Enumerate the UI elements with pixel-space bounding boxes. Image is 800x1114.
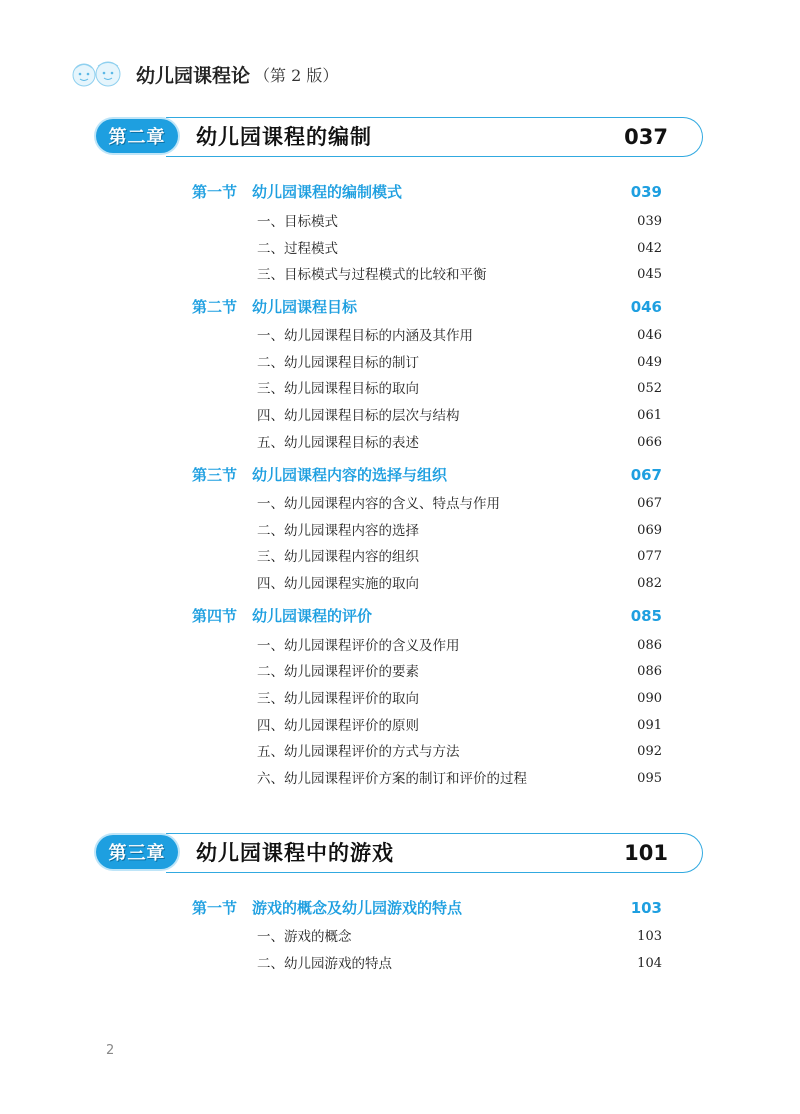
toc-item[interactable]: [257, 405, 662, 427]
section-page: 067: [630, 466, 662, 484]
section-page: 039: [630, 183, 662, 201]
chapter-heading[interactable]: [96, 117, 704, 157]
item-title: 一、游戏的概念: [257, 929, 352, 945]
toc-item[interactable]: [257, 211, 662, 233]
item-title: 三、幼儿园课程目标的取向: [257, 381, 419, 397]
section-title: 幼儿园课程目标: [252, 298, 358, 316]
toc-section[interactable]: [192, 604, 662, 628]
toc-item[interactable]: [257, 432, 662, 454]
item-page: 045: [637, 267, 662, 282]
toc-item[interactable]: [257, 768, 662, 790]
toc-item[interactable]: [257, 715, 662, 737]
book-title: 幼儿园课程论: [136, 64, 251, 87]
toc-section[interactable]: [192, 463, 662, 487]
section-page: 103: [630, 899, 662, 917]
book-edition: （第 2 版）: [254, 65, 339, 85]
children-faces-icon: [70, 59, 124, 89]
toc-section[interactable]: [192, 180, 662, 204]
item-page: 069: [637, 523, 662, 538]
item-page: 042: [637, 241, 662, 256]
item-title: 一、幼儿园课程内容的含义、特点与作用: [257, 496, 500, 512]
chapter-page: 101: [624, 841, 668, 865]
section-page: 046: [630, 298, 662, 316]
chapter-label: 第二章: [108, 127, 166, 148]
toc-item[interactable]: [257, 546, 662, 568]
item-page: 104: [637, 956, 662, 971]
toc-item[interactable]: [257, 635, 662, 657]
item-page: 086: [637, 664, 662, 679]
chapter-label: 第三章: [108, 843, 166, 864]
item-title: 四、幼儿园课程目标的层次与结构: [257, 408, 460, 424]
item-page: 067: [637, 496, 662, 511]
item-title: 二、过程模式: [257, 241, 338, 257]
item-page: 090: [637, 691, 662, 706]
item-page: 095: [637, 771, 662, 786]
item-page: 061: [637, 408, 662, 423]
section-label: 第二节: [192, 298, 238, 316]
item-title: 二、幼儿园课程评价的要素: [257, 664, 419, 680]
toc-item[interactable]: [257, 238, 662, 260]
item-title: 五、幼儿园课程目标的表述: [257, 435, 419, 451]
chapter-page: 037: [624, 125, 668, 149]
item-title: 六、幼儿园课程评价方案的制订和评价的过程: [257, 771, 527, 787]
item-title: 二、幼儿园游戏的特点: [257, 956, 392, 972]
toc-item[interactable]: [257, 520, 662, 542]
page-number: 2: [106, 1043, 115, 1058]
section-title: 游戏的概念及幼儿园游戏的特点: [252, 899, 463, 917]
toc-item[interactable]: [257, 926, 662, 948]
item-title: 二、幼儿园课程目标的制订: [257, 355, 419, 371]
toc-item[interactable]: [257, 264, 662, 286]
item-page: 046: [637, 328, 662, 343]
chapter-tab: [96, 835, 178, 869]
item-page: 082: [637, 576, 662, 591]
section-label: 第一节: [192, 183, 238, 201]
chapter-title: 幼儿园课程的编制: [196, 125, 372, 149]
item-page: 049: [637, 355, 662, 370]
section-label: 第三节: [192, 466, 238, 484]
item-page: 052: [637, 381, 662, 396]
toc-item[interactable]: [257, 661, 662, 683]
item-page: 086: [637, 638, 662, 653]
chapter-title: 幼儿园课程中的游戏: [196, 841, 394, 865]
toc-item[interactable]: [257, 325, 662, 347]
toc-section[interactable]: [192, 896, 662, 920]
item-title: 二、幼儿园课程内容的选择: [257, 523, 419, 539]
toc-section[interactable]: [192, 295, 662, 319]
running-header: [70, 58, 338, 90]
item-title: 一、幼儿园课程评价的含义及作用: [257, 638, 460, 654]
toc-item[interactable]: [257, 953, 662, 975]
item-title: 四、幼儿园课程实施的取向: [257, 576, 419, 592]
toc-item[interactable]: [257, 493, 662, 515]
section-label: 第四节: [192, 607, 238, 625]
toc-item[interactable]: [257, 352, 662, 374]
item-page: 091: [637, 718, 662, 733]
section-title: 幼儿园课程的编制模式: [252, 183, 403, 201]
item-title: 一、幼儿园课程目标的内涵及其作用: [257, 328, 473, 344]
item-page: 103: [637, 929, 662, 944]
item-page: 092: [637, 744, 662, 759]
item-title: 三、幼儿园课程评价的取向: [257, 691, 419, 707]
item-page: 077: [637, 549, 662, 564]
item-title: 三、目标模式与过程模式的比较和平衡: [257, 267, 487, 283]
section-title: 幼儿园课程内容的选择与组织: [252, 466, 448, 484]
section-title: 幼儿园课程的评价: [252, 607, 373, 625]
item-title: 五、幼儿园课程评价的方式与方法: [257, 744, 460, 760]
item-page: 039: [637, 214, 662, 229]
toc-item[interactable]: [257, 741, 662, 763]
toc-item[interactable]: [257, 378, 662, 400]
chapter-heading[interactable]: [96, 833, 704, 873]
toc-item[interactable]: [257, 688, 662, 710]
toc-item[interactable]: [257, 573, 662, 595]
chapter-tab: [96, 119, 178, 153]
item-title: 一、目标模式: [257, 214, 338, 230]
section-page: 085: [630, 607, 662, 625]
item-page: 066: [637, 435, 662, 450]
item-title: 三、幼儿园课程内容的组织: [257, 549, 419, 565]
section-label: 第一节: [192, 899, 238, 917]
item-title: 四、幼儿园课程评价的原则: [257, 718, 419, 734]
